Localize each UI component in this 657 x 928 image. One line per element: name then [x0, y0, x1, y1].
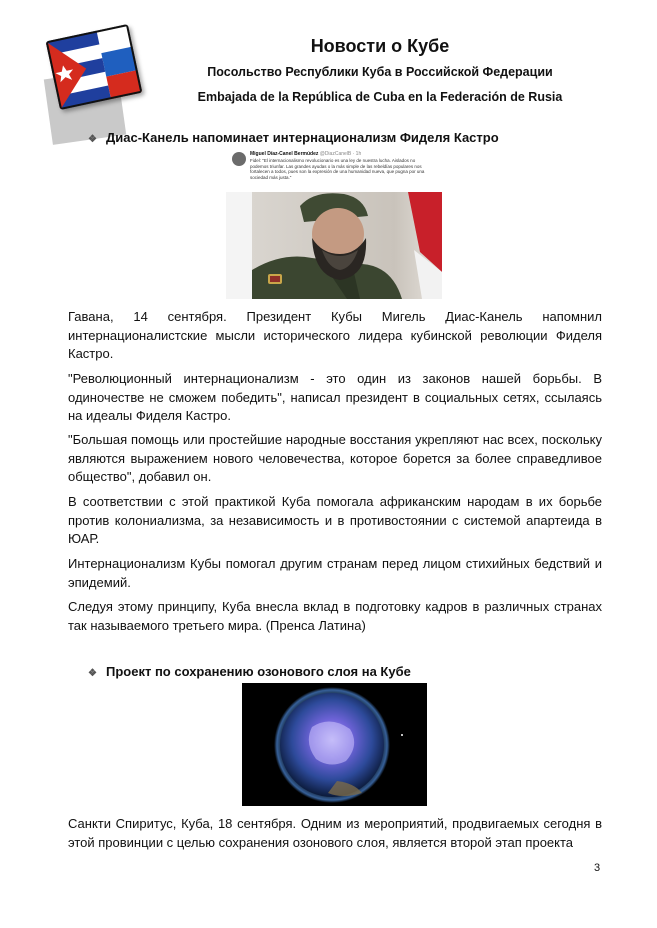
article1-heading — [88, 130, 499, 145]
article1-paragraph-3: "Большая помощь или простейшие народные восстания укрепляют нас всех, поскольку являются выражением нового человечества, которое борется за более справедливое общество", добавил он. — [68, 432, 602, 484]
embassy-name-spanish: Embajada de la República de Cuba en la Federación de Rusia — [197, 90, 563, 104]
article2-heading — [88, 664, 411, 679]
article2-paragraph-1: Санкти Спиритус, Куба, 18 сентября. Одним из мероприятий, продвигаемых сегодня в этой провинции с целью сохранения озонового слоя, является второй этап проекта — [68, 816, 602, 850]
article1-paragraph-5: Интернационализм Кубы помогал другим странам перед лицом стихийных бедствий и эпидемий. — [68, 556, 602, 590]
article1-paragraph-2: "Революционный интернационализм - это один из законов нашей борьбы. В одиночестве не сможем победить", написал президент в социальных сетях, ссылаясь на идеалы Фиделя Кастро. — [68, 371, 602, 423]
newsletter-title: Новости о Кубе — [310, 36, 450, 56]
article1-photo — [226, 148, 442, 299]
article1-heading-text: Диас-Канель напоминает интернационализм Фиделя Кастро — [106, 130, 499, 145]
page-number: 3 — [594, 862, 601, 874]
article1-paragraph-6: Следуя этому принципу, Куба внесла вклад в подготовку кадров в различных странах так называемого третьего мира. (Пренса Латина) — [68, 599, 602, 633]
tweet-card — [226, 148, 442, 192]
embassy-name-russian: Посольство Республики Куба в Российской Федерации — [207, 65, 553, 79]
diamond-bullet-icon: ❖ — [88, 134, 97, 145]
flags-logo-image — [46, 24, 143, 110]
tweet-handle: @DiazCanelB · 1h — [319, 151, 362, 157]
article1-paragraph-1: Гавана, 14 сентября. Президент Кубы Мигель Диас-Канель напомнил интернационалистские мысли исторического лидера кубинской революции Фиделя Кастро. — [68, 309, 602, 361]
portrait-image — [252, 192, 442, 299]
tweet-author: Miguel Díaz-Canel Bermúdez — [250, 151, 319, 157]
ozone-earth-image — [242, 683, 427, 806]
article2-heading-text: Проект по сохранению озонового слоя на Кубе — [106, 664, 411, 679]
diamond-bullet-icon: ❖ — [88, 668, 97, 679]
tweet-avatar — [232, 152, 246, 166]
tweet-text: Fidel: "El internacionalismo revolucionario es una ley de nuestra lucha. Aislados no podemos triunfar. Las grandes ayudas o la más simple de las rebeldías populares nos fortalecen a todos, pues son la expresión de una humanidad nueva, que pugna por una sociedad más justa." — [250, 158, 425, 180]
article1-paragraph-4: В соответствии с этой практикой Куба помогала африканским народам в их борьбе против колониализма, за независимость и в противостоянии с системой апартеида в ЮАР. — [68, 494, 602, 546]
embassy-logo — [44, 26, 148, 142]
